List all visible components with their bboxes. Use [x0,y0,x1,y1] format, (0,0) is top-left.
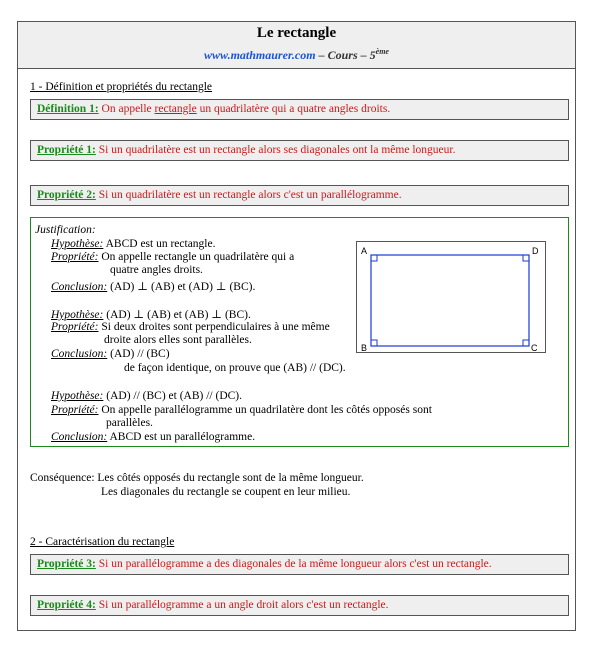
b2-property-text: Si deux droites sont perpendiculaires à une même [98,321,330,333]
page-header [18,22,575,69]
b1-hypothesis-text: ABCD est un rectangle. [103,238,216,250]
b1-property-text: On appelle rectangle un quadrilatère qui a [98,251,295,263]
property-1-label: Propriété 1: [37,144,96,156]
definition-1-text-a: On appelle [98,103,155,115]
right-angle-d [523,255,529,261]
b2-hypothesis-text: (AD) ⊥ (AB) et (AB) ⊥ (BC). [103,309,251,321]
b3-property [51,404,432,416]
b2-conclusion [51,348,170,360]
property-1-box [30,140,569,161]
b3-property-text: On appelle parallélogramme un quadrilatère dont les côtés opposés sont [98,404,432,416]
rectangle-drawing [357,242,545,352]
b2-conclusion-cont: de façon identique, on prouve que (AB) // (DC). [124,362,346,374]
b1-conclusion [51,279,255,293]
course-label: – Cours – 5 [315,48,376,62]
property-3-text: Si un parallélogramme a des diagonales de la même longueur alors c'est un rectangle. [95,558,492,570]
page-title: Le rectangle [256,25,337,41]
course-page [17,21,576,631]
property-1-text: Si un quadrilatère est un rectangle alors ses diagonales ont la même longueur. [95,144,456,156]
vertex-a-label: A [361,246,368,256]
b3-property-cont: parallèles. [106,417,153,429]
b3-hypothesis-text: (AD) // (BC) et (AB) // (DC). [103,390,242,402]
b1-property-cont: quatre angles droits. [110,264,203,276]
grade-superscript: ème [375,47,389,56]
property-4-box [30,595,569,616]
b2-property [51,321,330,333]
page-subtitle [18,47,575,63]
right-angle-c [523,340,529,346]
definition-1-label: Définition 1: [37,103,99,115]
property-2-box [30,185,569,206]
site-link[interactable]: www.mathmaurer.com [204,48,316,62]
property-label: Propriété: [51,321,99,333]
b1-hypothesis [51,238,215,250]
property-4-label: Propriété 4: [37,599,96,611]
consequence-line-1: Conséquence: Les côtés opposés du rectangle sont de la même longueur. [30,472,364,484]
vertex-c-label: C [531,343,538,352]
property-3-label: Propriété 3: [37,558,96,570]
right-angle-b [371,340,377,346]
rectangle-figure [356,241,546,353]
definition-1-text-b: un quadrilatère qui a quatre angles droits. [196,103,391,115]
property-2-label: Propriété 2: [37,189,96,201]
consequence-line-2: Les diagonales du rectangle se coupent en leur milieu. [101,486,351,498]
b1-conclusion-text: (AD) ⊥ (AB) et (AD) ⊥ (BC). [107,281,256,293]
property-3-box [30,554,569,575]
vertex-b-label: B [361,343,368,352]
property-2-text: Si un quadrilatère est un rectangle alors c'est un parallélogramme. [95,189,402,201]
right-angle-a [371,255,377,261]
definition-1-box [30,99,569,120]
justification-heading: Justification: [35,224,96,236]
b3-conclusion-text: ABCD est un parallélogramme. [107,431,256,443]
rectangle-abcd [371,255,529,346]
hypothesis-label: Hypothèse: [51,309,104,321]
b1-property [51,251,294,263]
justification-box [30,217,569,447]
b2-conclusion-text: (AD) // (BC) [107,348,170,360]
property-label: Propriété: [51,404,99,416]
b2-hypothesis [51,307,251,321]
hypothesis-label: Hypothèse: [51,390,104,402]
b3-conclusion [51,431,255,443]
conclusion-label: Conclusion: [51,281,108,293]
vertex-d-label: D [532,246,539,256]
hypothesis-label: Hypothèse: [51,238,104,250]
conclusion-label: Conclusion: [51,431,108,443]
section-1-title: 1 - Définition et propriétés du rectangle [30,81,213,93]
property-label: Propriété: [51,251,99,263]
definition-1-term: rectangle [154,103,197,115]
conclusion-label: Conclusion: [51,348,108,360]
b2-property-cont: droite alors elles sont parallèles. [104,334,252,346]
b3-hypothesis [51,390,242,402]
property-4-text: Si un parallélogramme a un angle droit alors c'est un rectangle. [95,599,389,611]
section-2-title: 2 - Caractérisation du rectangle [30,536,175,548]
